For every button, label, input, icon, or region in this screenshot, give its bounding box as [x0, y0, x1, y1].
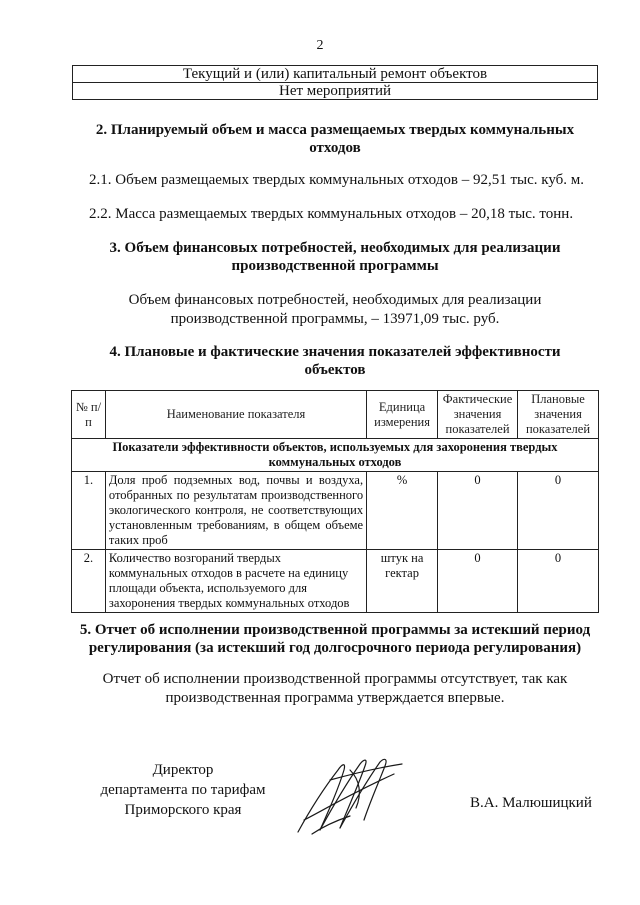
row-unit: штук на гектар: [367, 550, 438, 613]
row-num: 1.: [72, 472, 106, 550]
row-actual: 0: [438, 472, 518, 550]
signatory-position: Директор департамента по тарифам Приморского края: [100, 762, 266, 818]
row-unit: %: [367, 472, 438, 550]
row-name: Количество возгораний твердых коммунальных отходов в расчете на единицу площади объекта, используемого для захоронения твердых коммунальных отходов: [105, 550, 366, 613]
events-table-value: Нет мероприятий: [73, 83, 598, 100]
section5-text: Отчет об исполнении производственной программы отсутствует, так как производственная программа утверждается впервые.: [102, 671, 568, 706]
header-num: № п/п: [72, 391, 106, 439]
row-num: 2.: [72, 550, 106, 613]
section3-text: Объем финансовых потребностей, необходимых для реализации производственной программы, – 13971,09 тыс. руб.: [128, 292, 542, 327]
indicators-table: [71, 390, 599, 613]
header-name: Наименование показателя: [105, 391, 366, 439]
header-actual: Фактические значения показателей: [438, 391, 518, 439]
section2-volume: 2.1. Объем размещаемых твердых коммунальных отходов – 92,51 тыс. куб. м.: [89, 172, 585, 188]
signatory-name: В.А. Малюшицкий: [470, 795, 592, 811]
page-number: 2: [316, 38, 324, 53]
section4-title: 4. Плановые и фактические значения показателей эффективности объектов: [109, 344, 561, 378]
row-planned: 0: [518, 550, 599, 613]
row-name: Доля проб подземных вод, почвы и воздуха, отобранных по результатам производственного экологического контроля, не соответствующих установленным требованиям, в общем объеме таких проб: [105, 472, 366, 550]
row-actual: 0: [438, 550, 518, 613]
table-row: [72, 472, 599, 550]
row-planned: 0: [518, 472, 599, 550]
header-planned: Плановые значения показателей: [518, 391, 599, 439]
handwritten-signature: [290, 750, 405, 838]
section2-title: 2. Планируемый объем и масса размещаемых твердых коммунальных отходов: [95, 122, 575, 156]
events-table-title: Текущий и (или) капитальный ремонт объектов: [73, 66, 598, 83]
table-row: [72, 550, 599, 613]
section3-title: 3. Объем финансовых потребностей, необходимых для реализации производственной программы: [109, 240, 561, 274]
section5-title: 5. Отчет об исполнении производственной программы за истекший период регулирования (за истекший год долгосрочного периода регулирования): [79, 622, 591, 656]
header-unit: Единица измерения: [367, 391, 438, 439]
events-table: [72, 65, 598, 100]
section2-mass: 2.2. Масса размещаемых твердых коммунальных отходов – 20,18 тыс. тонн.: [89, 206, 574, 222]
table-section-row: [72, 439, 599, 472]
table-section-title: Показатели эффективности объектов, используемых для захоронения твердых коммунальных отходов: [72, 439, 599, 472]
